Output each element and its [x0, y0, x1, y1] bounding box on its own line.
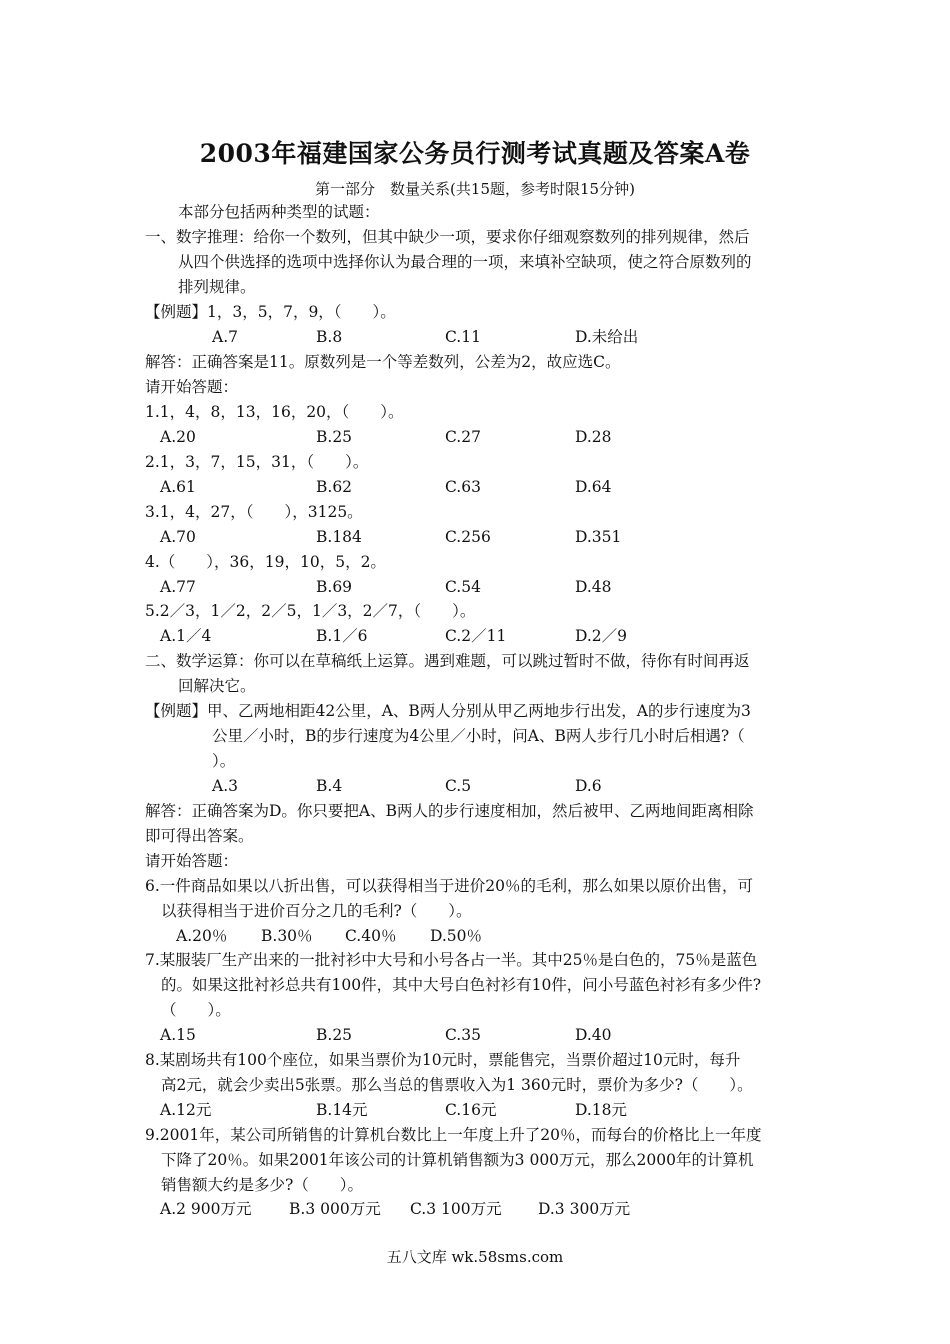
- question-7-cont: （ ）。: [161, 1001, 231, 1019]
- section1-heading-cont: 从四个供选择的选项中选择你认为最合理的一项，来填补空缺项，使之符合原数列的: [178, 253, 752, 271]
- option: B.25: [316, 1026, 353, 1044]
- question-4: 4.（ ），36，19，10，5，2。: [145, 553, 386, 571]
- option: A.15: [160, 1026, 196, 1044]
- example-answer: 解答：正确答案为D。你只要把A、B两人的步行速度相加，然后被甲、乙两地间距离相除: [145, 802, 754, 820]
- example-option: A.7: [212, 328, 238, 346]
- section2-heading: 二、数学运算：你可以在草稿纸上运算。遇到难题，可以跳过暂时不做，待你有时间再返: [145, 652, 750, 670]
- option: A.12元: [160, 1101, 212, 1119]
- option: A.70: [160, 528, 196, 546]
- option: B.62: [316, 478, 353, 496]
- option: D.3 300万元: [538, 1200, 631, 1218]
- section2-heading-cont: 回解决它。: [178, 677, 256, 695]
- option: D.2／9: [575, 627, 628, 645]
- question-8-cont: 高2元，就会少卖出5张票。那么当总的售票收入为1 360元时，票价为多少?（ ）。: [161, 1076, 753, 1094]
- question-2: 2.1，3，7，15，31，（ ）。: [145, 453, 369, 471]
- option: A.20％: [176, 927, 228, 945]
- example-option: D.未给出: [575, 328, 639, 346]
- footer-watermark: 五八文库 wk.58sms.com: [386, 1248, 564, 1266]
- example-question: 【例题】甲、乙两地相距42公里，A、B两人分别从甲乙两地步行出发，A的步行速度为3: [145, 702, 751, 720]
- question-7-cont: 的。如果这批衬衫总共有100件，其中大号白色衬衫有10件，问小号蓝色衬衫有多少件?: [161, 976, 762, 994]
- option: A.77: [160, 578, 196, 596]
- question-5: 5.2／3，1／2，2／5，1／3，2／7，（ ）。: [145, 602, 476, 620]
- option: A.20: [160, 428, 196, 446]
- example-option: C.11: [445, 328, 481, 346]
- option: D.351: [575, 528, 622, 546]
- option: C.35: [445, 1026, 481, 1044]
- question-9: 9.2001年，某公司所销售的计算机台数比上一年度上升了20％，而每台的价格比上一年度: [145, 1126, 762, 1144]
- example-answer: 解答：正确答案是11。原数列是一个等差数列，公差为2，故应选C。: [145, 353, 621, 371]
- option: C.16元: [445, 1101, 497, 1119]
- option: A.1／4: [160, 627, 212, 645]
- example-question: 【例题】1，3，5，7，9，（ ）。: [145, 303, 396, 321]
- section1-heading-cont: 排列规律。: [178, 278, 256, 296]
- section1-heading: 一、数字推理：给你一个数列，但其中缺少一项，要求你仔细观察数列的排列规律，然后: [145, 228, 750, 246]
- question-6-cont: 以获得相当于进价百分之几的毛利?（ ）。: [161, 902, 472, 920]
- example-question-cont: 公里／小时，B的步行速度为4公里／小时，问A、B两人步行几小时后相遇?（: [212, 727, 745, 745]
- option: D.18元: [575, 1101, 628, 1119]
- option: C.3 100万元: [410, 1200, 502, 1218]
- example-option: B.8: [316, 328, 343, 346]
- question-7: 7.某服装厂生产出来的一批衬衫中大号和小号各占一半。其中25％是白色的，75％是蓝色: [145, 951, 758, 969]
- option: C.63: [445, 478, 481, 496]
- question-1: 1.1，4，8，13，16，20，（ ）。: [145, 403, 404, 421]
- question-3: 3.1，4，27，（ ），3125。: [145, 503, 363, 521]
- option: B.30％: [261, 927, 313, 945]
- option: C.54: [445, 578, 481, 596]
- option: B.14元: [316, 1101, 368, 1119]
- option: C.2／11: [445, 627, 507, 645]
- option: C.40％: [345, 927, 397, 945]
- question-9-cont: 下降了20％。如果2001年该公司的计算机销售额为3 000万元，那么2000年的计算机: [161, 1151, 754, 1169]
- option: B.3 000万元: [289, 1200, 381, 1218]
- intro-text: 本部分包括两种类型的试题：: [178, 203, 380, 221]
- option: B.25: [316, 428, 353, 446]
- option: A.61: [160, 478, 196, 496]
- option: B.184: [316, 528, 362, 546]
- example-option: A.3: [212, 777, 238, 795]
- question-8: 8.某剧场共有100个座位，如果当票价为10元时，票能售完，当票价超过10元时，每升: [145, 1051, 741, 1069]
- option: C.27: [445, 428, 481, 446]
- option: C.256: [445, 528, 491, 546]
- start-prompt: 请开始答题：: [145, 378, 239, 396]
- page-title: 2003年福建国家公务员行测考试真题及答案A卷: [199, 139, 751, 168]
- start-prompt: 请开始答题：: [145, 852, 239, 870]
- question-6: 6.一件商品如果以八折出售，可以获得相当于进价20％的毛利，那么如果以原价出售，可: [145, 877, 754, 895]
- question-9-cont: 销售额大约是多少?（ ）。: [161, 1176, 364, 1194]
- option: D.64: [575, 478, 612, 496]
- example-question-cont: ）。: [212, 752, 236, 770]
- option: D.40: [575, 1026, 612, 1044]
- option: D.48: [575, 578, 612, 596]
- option: D.28: [575, 428, 612, 446]
- option: B.69: [316, 578, 353, 596]
- part-subtitle: 第一部分 数量关系(共15题，参考时限15分钟): [315, 180, 635, 198]
- example-option: D.6: [575, 777, 602, 795]
- option: B.1／6: [316, 627, 368, 645]
- example-option: B.4: [316, 777, 343, 795]
- example-answer-cont: 即可得出答案。: [145, 827, 254, 845]
- example-option: C.5: [445, 777, 472, 795]
- option: A.2 900万元: [160, 1200, 252, 1218]
- option: D.50％: [430, 927, 483, 945]
